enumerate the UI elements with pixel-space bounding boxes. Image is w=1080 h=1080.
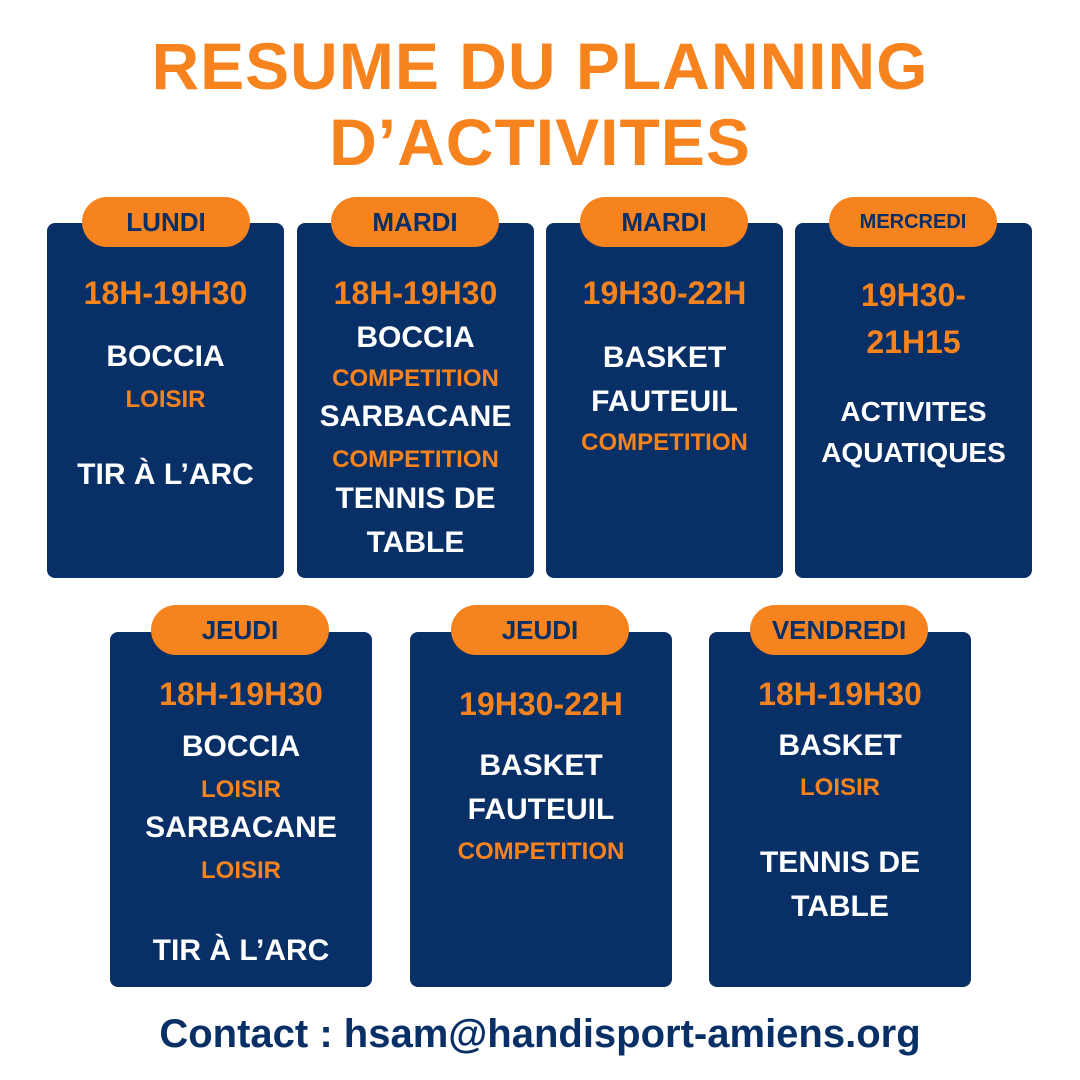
activity-name: AQUATIQUES bbox=[821, 437, 1006, 468]
day-tab-mardi-2: MARDI bbox=[580, 197, 748, 247]
activity-name: TIR À L’ARC bbox=[152, 934, 330, 967]
time-slot: 18H-19H30 bbox=[159, 676, 323, 712]
day-tab-jeudi-2: JEUDI bbox=[451, 605, 629, 655]
activity-name: BOCCIA bbox=[181, 730, 301, 763]
activity-level: COMPETITION bbox=[581, 429, 748, 456]
activity-name: FAUTEUIL bbox=[467, 793, 615, 826]
activity-name: TABLE bbox=[791, 890, 889, 923]
page-title-line-1: RESUME DU PLANNING bbox=[151, 29, 929, 103]
activity-name: BOCCIA bbox=[356, 321, 475, 354]
day-tab-vendredi: VENDREDI bbox=[750, 605, 928, 655]
activity-level: LOISIR bbox=[125, 386, 206, 413]
schedule-card-lundi bbox=[47, 223, 284, 578]
activity-level: COMPETITION bbox=[332, 365, 499, 392]
schedule-card-mercredi bbox=[795, 223, 1032, 578]
time-slot: 18H-19H30 bbox=[758, 676, 922, 712]
time-slot: 19H30-22H bbox=[582, 275, 747, 311]
activity-level: LOISIR bbox=[799, 774, 880, 801]
schedule-card-vendredi bbox=[709, 632, 971, 987]
activity-name: BASKET bbox=[479, 749, 603, 782]
activity-name: TENNIS DE bbox=[759, 846, 921, 879]
day-tab-jeudi-1: JEUDI bbox=[151, 605, 329, 655]
activity-name: TIR À L’ARC bbox=[77, 458, 254, 491]
day-tab-mercredi: MERCREDI bbox=[829, 197, 997, 247]
activity-name: SARBACANE bbox=[319, 400, 512, 433]
time-slot: 21H15 bbox=[866, 324, 961, 360]
activity-name: ACTIVITES bbox=[840, 396, 987, 427]
activity-level: LOISIR bbox=[200, 776, 281, 803]
schedule-card-mardi-1 bbox=[297, 223, 534, 578]
activity-name: SARBACANE bbox=[145, 811, 337, 844]
schedule-card-mardi-2 bbox=[546, 223, 783, 578]
activity-name: BASKET bbox=[778, 729, 902, 762]
time-slot: 18H-19H30 bbox=[333, 275, 498, 311]
activity-name: BASKET bbox=[602, 341, 727, 374]
day-tab-lundi: LUNDI bbox=[82, 197, 250, 247]
contact-email[interactable]: Contact : hsam@handisport-amiens.org bbox=[159, 1012, 921, 1056]
schedule-card-jeudi-1 bbox=[110, 632, 372, 987]
time-slot: 19H30- bbox=[861, 277, 966, 313]
activity-level: COMPETITION bbox=[332, 446, 499, 473]
activity-name: TENNIS DE bbox=[335, 482, 496, 515]
time-slot: 19H30-22H bbox=[459, 686, 623, 722]
day-tab-mardi-1: MARDI bbox=[331, 197, 499, 247]
schedule-card-jeudi-2 bbox=[410, 632, 672, 987]
time-slot: 18H-19H30 bbox=[83, 275, 248, 311]
activity-name: BOCCIA bbox=[106, 340, 225, 373]
page-title-line-2: D’ACTIVITES bbox=[329, 105, 751, 179]
activity-name: FAUTEUIL bbox=[591, 385, 738, 418]
activity-name: TABLE bbox=[366, 526, 465, 559]
activity-level: COMPETITION bbox=[457, 838, 625, 865]
activity-level: LOISIR bbox=[200, 857, 281, 884]
